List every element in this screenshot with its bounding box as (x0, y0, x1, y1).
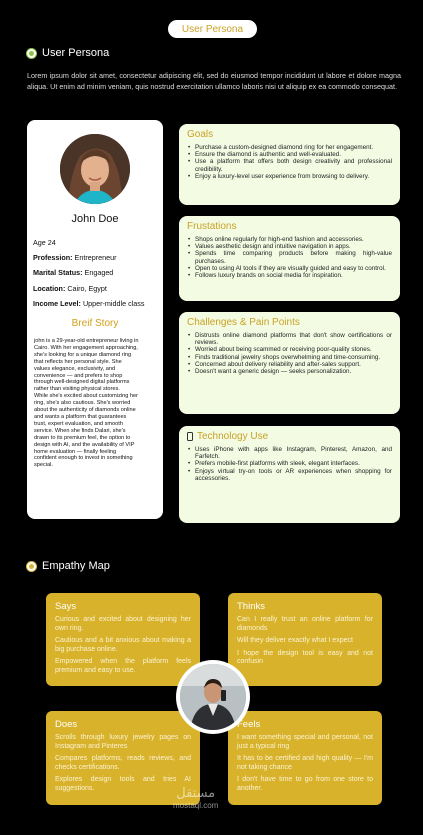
bullet-dot-icon (27, 562, 36, 571)
persona-section-title: User Persona (42, 47, 110, 59)
persona-intro: Lorem ipsum dolor sit amet, consectetur adipiscing elit, sed do eiusmod tempor incididunt ut labore et dolore magna aliqua. Ut enim ad minim veniam, quis nostrud exercitation ullamco laboris nisi ut aliquip ex ea commodo consequat. (27, 71, 401, 91)
technology-title: Technology Use (197, 431, 269, 442)
watermark-arabic: مستقل (176, 786, 216, 801)
list-item: • Values aesthetic design and intuitive navigation in apps. (187, 243, 392, 250)
list-item: • Doesn't want a generic design — seeks personalization. (187, 368, 392, 375)
story-title: Breif Story (71, 318, 119, 329)
goals-card (179, 124, 400, 205)
thinks-line: I hope the design tool is easy and not confusin (237, 649, 373, 665)
does-line: Explores design tools and tries AI suggestions. (55, 776, 191, 792)
frustrations-title: Frustations (187, 221, 237, 232)
list-item: • Finds traditional jewelry shops overwhelming and time-consuming. (187, 354, 392, 361)
says-line: Empowered when the platform feels premium and easy to use. (55, 658, 191, 674)
list-item: • Uses iPhone with apps like Instagram, Pinterest, Amazon, and Farfetch. (187, 446, 392, 460)
empathy-thinks (228, 593, 382, 686)
smartphone-icon (187, 432, 193, 441)
list-item: • Distrusts online diamond platforms that don't show certifications or reviews. (187, 332, 392, 346)
feels-title: Feels (237, 719, 261, 730)
list-item: • Ensure the diamond is authentic and well-evaluated. (187, 151, 392, 158)
persona-section-header (27, 47, 109, 59)
profession-value: Entrepreneur (74, 253, 117, 263)
empathy-feels (228, 711, 382, 805)
list-item: • Concerned about delivery reliability and after-sales support. (187, 361, 392, 368)
watermark-latin: mostaql.com (173, 801, 219, 810)
marital-value: Engaged (84, 268, 114, 278)
list-item: • Spends time comparing products before making high-value purchases. (187, 250, 392, 264)
income-label: Income Level: (33, 298, 81, 308)
feels-line: It has to be certified and high quality — I'm not taking chance (237, 755, 373, 771)
frustrations-card (179, 216, 400, 301)
does-line: Compares platforms, reads reviews, and checks certifications. (55, 755, 191, 771)
profile-card (27, 120, 163, 519)
age-value: 24 (47, 238, 56, 247)
list-item: • Shops online regularly for high-end fashion and accessories. (187, 236, 392, 243)
does-line: Scrolls through luxury jewelry pages on Instagram and Pinteres (55, 734, 191, 750)
empathy-section-header (27, 560, 110, 572)
feels-line: I want something special and personal, not just a typical ring (237, 734, 373, 750)
profession-label: Profession: (33, 253, 73, 263)
empathy-section-title: Empathy Map (42, 560, 110, 572)
list-item: • Enjoys virtual try-on tools or AR experiences when shopping for accessories. (187, 468, 392, 482)
age-label: Age (33, 238, 46, 247)
list-item: • Prefers mobile-first platforms with sleek, elegant interfaces. (187, 460, 392, 467)
empathy-says (46, 593, 200, 686)
header-pill: User Persona (168, 20, 257, 38)
income-value: Upper-middle class (82, 298, 145, 308)
list-item: • Use a platform that offers both design creativity and professional credibility. (187, 158, 392, 172)
list-item: • Enjoy a luxury-level user experience from browsing to delivery. (187, 173, 392, 180)
story-paragraph: While she's excited about customizing her ring, she's also cautious. She's worried about the authenticity of diamonds online and wants a platform that guarantees trust, expert evaluation, and smooth service. When she finds Dalari, she's drawn to its premium feel, the option to design with AI, and the availability of VIP home evaluation — finally feeling confident enough to invest in something special. (34, 393, 138, 469)
location-label: Location: (33, 283, 66, 293)
says-line: Curious and excited about designing her own ring. (55, 616, 191, 632)
list-item: • Open to using AI tools if they are visually guided and easy to control. (187, 265, 392, 272)
says-line: Cautious and a bit anxious about making a big purchase online. (55, 637, 191, 653)
location-value: Cairo, Egypt (67, 283, 107, 293)
says-title: Says (55, 601, 77, 612)
does-title: Does (55, 719, 78, 730)
persona-avatar (60, 134, 130, 204)
list-item: • Follows luxury brands on social media for inspiration. (187, 272, 392, 279)
marital-label: Marital Status: (33, 268, 83, 278)
story-text (34, 338, 139, 469)
thinks-line: Will they deliver exactly what I expect (237, 637, 353, 644)
challenges-title: Challenges & Pain Points (187, 317, 300, 328)
thinks-line: Can I really trust an online platform for diamonds (237, 616, 373, 632)
goals-title: Goals (187, 129, 214, 140)
persona-name: John Doe (71, 213, 119, 225)
empathy-avatar (176, 660, 250, 734)
list-item: • Purchase a custom-designed diamond ring for her engagement. (187, 144, 392, 151)
technology-card (179, 426, 400, 523)
bullet-dot-icon (27, 49, 36, 58)
watermark (173, 786, 218, 810)
thinks-title: Thinks (237, 601, 265, 612)
list-item: • Worried about being scammed or receiving poor-quality stones. (187, 346, 392, 353)
feels-line: I don't have time to go from one store to another. (237, 776, 373, 792)
persona-facts (33, 235, 144, 311)
challenges-card (179, 312, 400, 414)
story-paragraph: john is a 29-year-old entrepreneur living in Cairo. With her engagement approaching, she's looking for a unique diamond ring that reflects her personal style. She values elegance, exclusivity, and convenience — and prefers to shop through well-designed digital platforms rather than visiting physical stores. (34, 338, 139, 393)
